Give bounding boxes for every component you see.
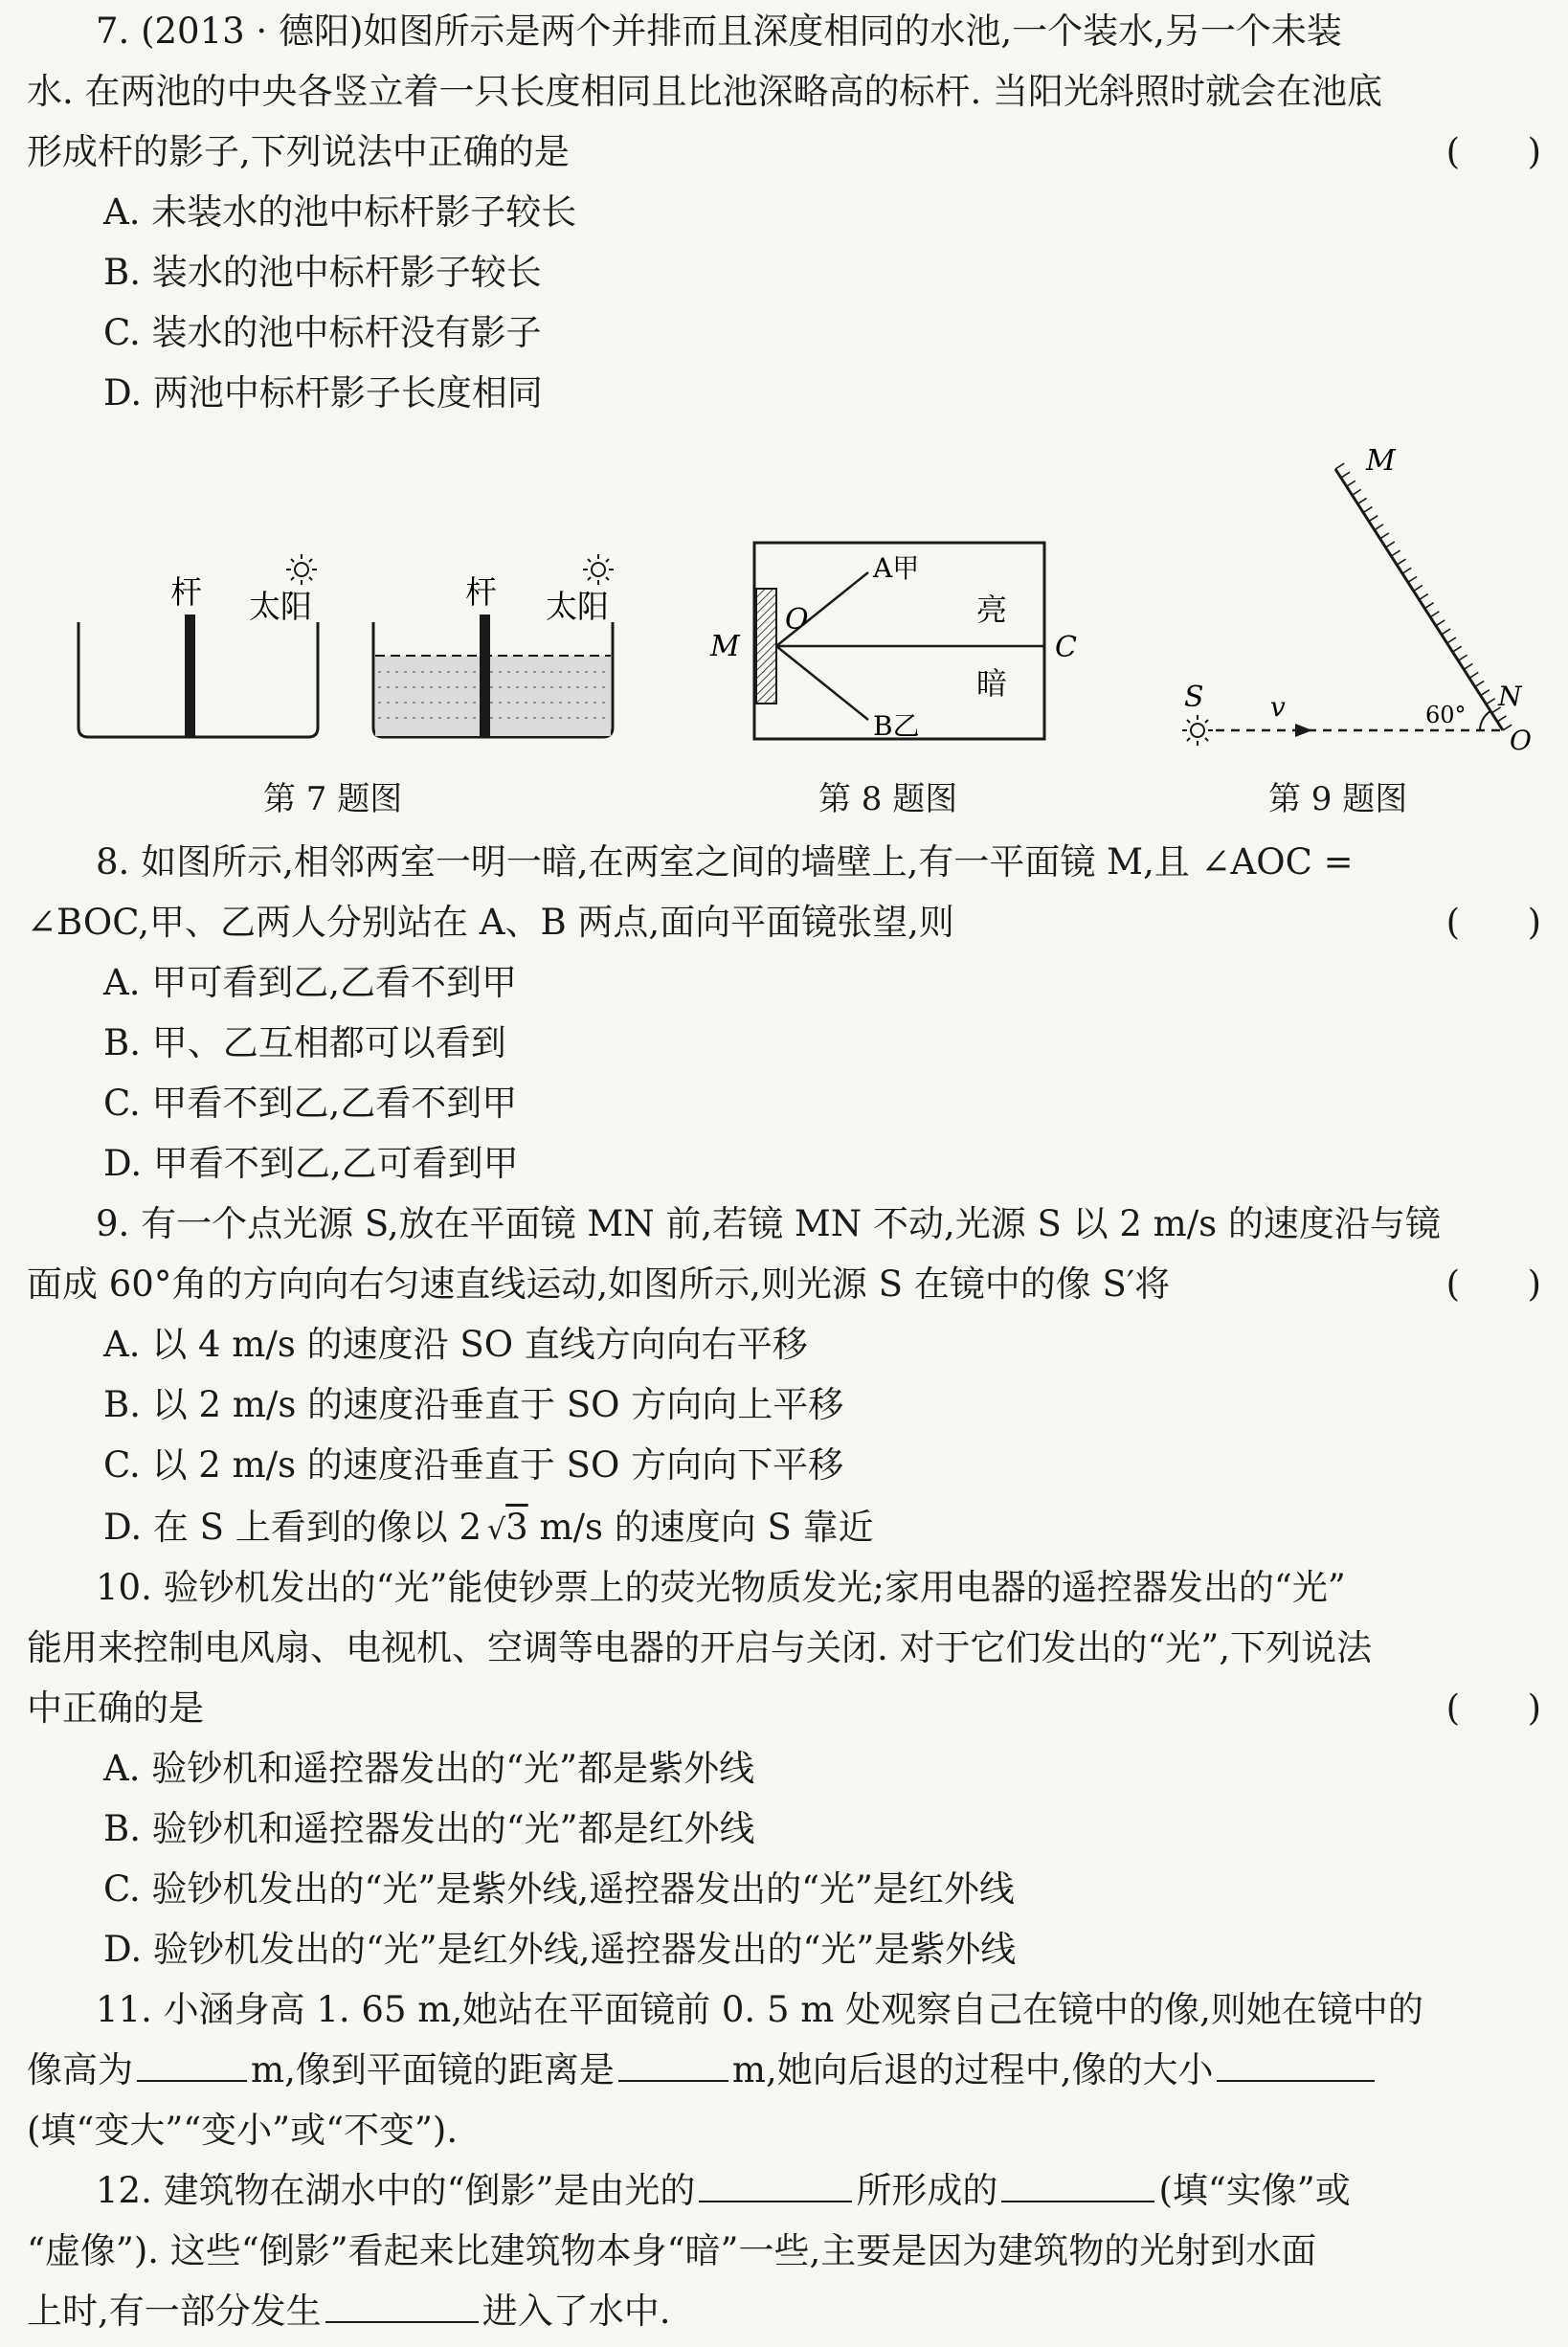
q12-line1 xyxy=(96,2164,1541,2218)
figure-7-pools xyxy=(57,546,651,756)
q8-line1: 8. 如图所示,相邻两室一明一暗,在两室之间的墙壁上,有一平面镜 M,且 ∠AOC = xyxy=(96,841,1354,883)
label-s: S xyxy=(1184,681,1204,714)
q9-option-d: D. 在 S 上看到的像以 2 √3 m/s 的速度向 S 靠近 xyxy=(103,1507,874,1548)
mirror-hatch xyxy=(1335,463,1512,730)
q9-option-b: B. 以 2 m/s 的速度沿垂直于 SO 方向向上平移 xyxy=(103,1384,844,1425)
q10-line3: 中正确的是 xyxy=(27,1688,204,1729)
label-o: O xyxy=(785,603,809,637)
label-a: A甲 xyxy=(873,552,920,584)
q8-option-a: A. 甲可看到乙,乙看不到甲 xyxy=(103,962,518,1003)
q8-answer-paren: ( ) xyxy=(1445,902,1541,943)
q12-line2: “虚像”). 这些“倒影”看起来比建筑物本身“暗”一些,主要是因为建筑物的光射到水面 xyxy=(27,2230,1317,2271)
label-b: B乙 xyxy=(873,710,920,742)
q9-option-d-post: m/s 的速度向 S 靠近 xyxy=(527,1507,874,1548)
q10-line1: 10. 验钞机发出的“光”能使钞票上的荧光物质发光;家用电器的遥控器发出的“光” xyxy=(96,1567,1346,1608)
q12-line3 xyxy=(27,2285,1541,2338)
q10-option-b: B. 验钞机和遥控器发出的“光”都是红外线 xyxy=(103,1808,755,1849)
q11-line1: 11. 小涵身高 1. 65 m,她站在平面镜前 0. 5 m 处观察自己在镜中的像,则她在镜中的 xyxy=(96,1989,1423,2030)
q8-option-b: B. 甲、乙互相都可以看到 xyxy=(103,1022,506,1063)
label-m: M xyxy=(1366,445,1396,478)
pole-water xyxy=(480,615,490,737)
q10-answer-paren: ( ) xyxy=(1445,1688,1541,1729)
sun-icon xyxy=(583,554,614,585)
q11-text-a: 像高为 xyxy=(27,2049,133,2090)
q9-option-c: C. 以 2 m/s 的速度沿垂直于 SO 方向向下平移 xyxy=(103,1444,844,1486)
q7-line2: 水. 在两池的中央各竖立着一只长度相同且比池深略高的标杆. 当阳光斜照时就会在池底 xyxy=(27,71,1383,112)
q7-option-b: B. 装水的池中标杆影子较长 xyxy=(103,252,542,293)
q10-option-c: C. 验钞机发出的“光”是紫外线,遥控器发出的“光”是红外线 xyxy=(103,1868,1015,1910)
label-angle: 60° xyxy=(1425,702,1467,728)
q7-option-c: C. 装水的池中标杆没有影子 xyxy=(103,312,542,353)
q12-blank-image-type[interactable] xyxy=(1001,2164,1154,2202)
q11-text-c: m,她向后退的过程中,像的大小 xyxy=(731,2049,1214,2090)
q11-text-b: m,像到平面镜的距离是 xyxy=(251,2049,615,2090)
q12-text-a: 12. 建筑物在湖水中的“倒影”是由光的 xyxy=(96,2170,696,2211)
label-bright: 亮 xyxy=(976,592,1008,628)
q7-option-a: A. 未装水的池中标杆影子较长 xyxy=(103,191,577,233)
q7-line1: 7. (2013 · 德阳)如图所示是两个并排而且深度相同的水池,一个装水,另一个未装 xyxy=(96,11,1342,52)
q11-blank-height[interactable] xyxy=(137,2044,247,2082)
figure-9-mirror xyxy=(1163,445,1541,761)
q11-blank-size[interactable] xyxy=(1217,2044,1375,2082)
water-fill xyxy=(375,656,611,736)
pole-dry xyxy=(185,615,195,737)
sun-label-2: 太阳 xyxy=(546,588,609,625)
q9-option-d-sqrt: 3 xyxy=(505,1507,528,1548)
q12-blank-phenomenon[interactable] xyxy=(699,2164,852,2202)
q10-option-a: A. 验钞机和遥控器发出的“光”都是紫外线 xyxy=(103,1748,755,1789)
arrow-head xyxy=(1295,724,1312,737)
label-c: C xyxy=(1055,631,1077,664)
q7-option-d: D. 两池中标杆影子长度相同 xyxy=(103,372,543,414)
label-o: O xyxy=(1510,725,1532,756)
figure-8-rooms xyxy=(708,531,1091,761)
q9-line2: 面成 60°角的方向向右匀速直线运动,如图所示,则光源 S 在镜中的像 S′将 xyxy=(27,1263,1171,1305)
ray-ob xyxy=(776,646,868,720)
q10-option-d: D. 验钞机发出的“光”是红外线,遥控器发出的“光”是紫外线 xyxy=(103,1929,1017,1970)
q8-option-c: C. 甲看不到乙,乙看不到甲 xyxy=(103,1083,518,1124)
angle-arc xyxy=(1480,711,1490,730)
figure-9-caption: 第 9 题图 xyxy=(1268,780,1408,818)
dry-pool xyxy=(78,622,318,737)
q7-answer-paren: ( ) xyxy=(1445,131,1541,172)
light-source-icon xyxy=(1182,715,1213,746)
mirror-m xyxy=(756,589,776,704)
q11-line3: (填“变大”“变小”或“不变”). xyxy=(27,2110,459,2151)
figure-8-caption: 第 8 题图 xyxy=(818,780,958,818)
label-n: N xyxy=(1498,681,1522,712)
q10-line2: 能用来控制电风扇、电视机、空调等电器的开启与关闭. 对于它们发出的“光”,下列说法 xyxy=(27,1627,1373,1668)
pole-label-2: 杆 xyxy=(465,573,497,611)
q12-blank-refraction[interactable] xyxy=(325,2285,479,2323)
q12-text-b: 所形成的 xyxy=(856,2170,998,2211)
figure-7-caption: 第 7 题图 xyxy=(263,780,403,818)
q12-text-e: 进入了水中. xyxy=(482,2291,671,2332)
q11-blank-distance[interactable] xyxy=(618,2044,728,2082)
sun-label-1: 太阳 xyxy=(249,588,312,625)
label-dark: 暗 xyxy=(976,665,1008,702)
pole-label-1: 杆 xyxy=(170,573,202,611)
q9-answer-paren: ( ) xyxy=(1445,1263,1541,1305)
q9-option-a: A. 以 4 m/s 的速度沿 SO 直线方向向右平移 xyxy=(103,1324,808,1365)
q9-option-d-pre: D. 在 S 上看到的像以 2 xyxy=(103,1507,482,1548)
q7-line3: 形成杆的影子,下列说法中正确的是 xyxy=(27,131,570,172)
q8-option-d: D. 甲看不到乙,乙可看到甲 xyxy=(103,1143,519,1184)
q12-text-d: 上时,有一部分发生 xyxy=(27,2291,322,2332)
q9-line1: 9. 有一个点光源 S,放在平面镜 MN 前,若镜 MN 不动,光源 S 以 2 m/s 的速度沿与镜 xyxy=(96,1203,1441,1244)
q8-line2: ∠BOC,甲、乙两人分别站在 A、B 两点,面向平面镜张望,则 xyxy=(27,902,954,943)
label-v: v xyxy=(1270,691,1286,723)
sun-icon xyxy=(286,554,317,585)
label-m: M xyxy=(710,630,740,663)
q11-line2 xyxy=(27,2044,1541,2097)
q12-text-c: (填“实像”或 xyxy=(1158,2170,1351,2211)
